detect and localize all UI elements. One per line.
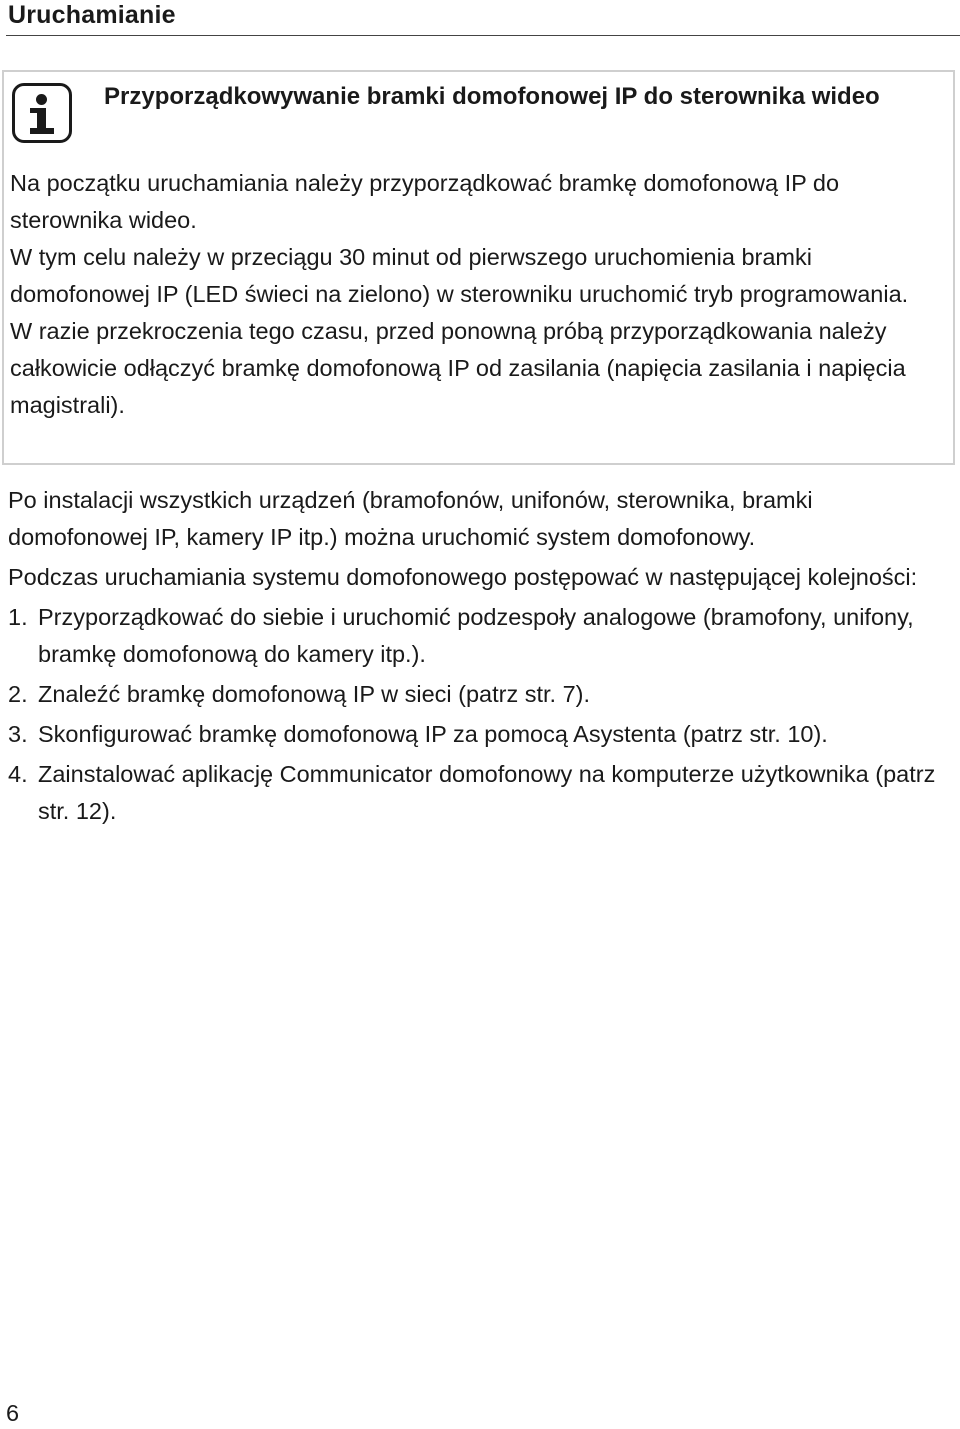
step-text: Przyporządkować do siebie i uruchomić podzespoły analogowe (bramofony, unifony, bramkę domofonową do kamery itp.). — [38, 604, 914, 667]
step-text: Znaleźć bramkę domofonową IP w sieci (patrz str. 7). — [38, 681, 591, 707]
step-text: Zainstalować aplikację Communicator domofonowy na komputerze użytkownika (patrz str. 12). — [38, 761, 936, 824]
page-number: 6 — [6, 1400, 20, 1426]
main-content — [8, 482, 953, 833]
step-text: Skonfigurować bramkę domofonową IP za pomocą Asystenta (patrz str. 10). — [38, 721, 828, 747]
step-number: 3. — [8, 721, 28, 747]
page-header-title: Uruchamianie — [8, 1, 176, 29]
step-item — [8, 676, 953, 713]
step-number: 4. — [8, 761, 28, 787]
note-paragraph: Na początku uruchamiania należy przyporządkować bramkę domofonową IP do sterownika wideo. — [10, 170, 840, 233]
body-paragraph: Podczas uruchamiania systemu domofonowego postępować w następującej kolejności: — [8, 564, 918, 590]
info-icon — [12, 83, 72, 143]
step-item — [8, 756, 953, 830]
step-item — [8, 599, 953, 673]
header-divider — [6, 35, 960, 36]
body-paragraph: Po instalacji wszystkich urządzeń (bramofonów, unifonów, sterownika, bramki domofonowej IP, kamery IP itp.) można uruchomić system domofonowy. — [8, 487, 813, 550]
step-item — [8, 716, 953, 753]
note-paragraph: W tym celu należy w przeciągu 30 minut od pierwszego uruchomienia bramki domofonowej IP (LED świeci na zielono) w sterowniku uruchomić tryb programowania. — [10, 244, 909, 307]
step-number: 1. — [8, 604, 28, 630]
note-title: Przyporządkowywanie bramki domofonowej IP do sterownika wideo — [104, 83, 880, 110]
steps-list — [8, 599, 953, 830]
note-body — [10, 165, 950, 424]
step-number: 2. — [8, 681, 28, 707]
note-paragraph: W razie przekroczenia tego czasu, przed ponowną próbą przyporządkowania należy całkowicie odłączyć bramkę domofonową IP od zasilania (napięcia zasilania i napięcia magistrali). — [10, 318, 906, 418]
